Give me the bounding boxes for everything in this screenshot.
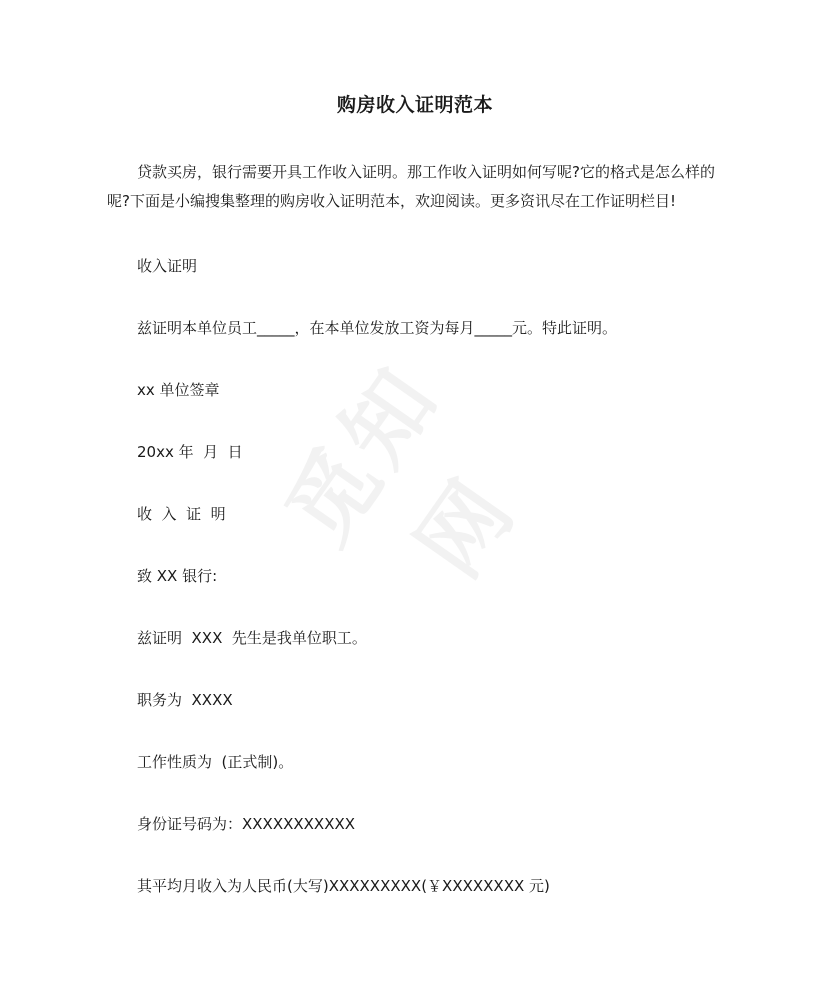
monthly-income-line: 其平均月收入为人民币(大写)XXXXXXXXX(￥XXXXXXXX 元) bbox=[137, 877, 550, 895]
watermark: 觅知网 bbox=[266, 345, 537, 595]
position-line: 职务为 XXXX bbox=[137, 691, 233, 709]
salary-statement: 兹证明本单位员工_____，在本单位发放工资为每月_____元。特此证明。 bbox=[137, 319, 618, 337]
job-nature-line: 工作性质为 (正式制)。 bbox=[137, 753, 294, 771]
date-line: 20xx 年 月 日 bbox=[137, 443, 243, 461]
section-heading-income-proof-spaced: 收 入 证 明 bbox=[137, 505, 226, 523]
unit-seal: xx 单位签章 bbox=[137, 381, 220, 399]
intro-paragraph: 贷款买房，银行需要开具工作收入证明。那工作收入证明如何写呢?它的格式是怎么样的呢?下面是小编搜集整理的购房收入证明范本，欢迎阅读。更多资讯尽在工作证明栏目! bbox=[107, 163, 715, 210]
id-number-line: 身份证号码为：XXXXXXXXXXX bbox=[137, 815, 356, 833]
addressee-line: 致 XX 银行: bbox=[137, 567, 218, 585]
page-title: 购房收入证明范本 bbox=[336, 94, 493, 116]
employee-statement: 兹证明 XXX 先生是我单位职工。 bbox=[137, 629, 367, 647]
section-heading-income-proof: 收入证明 bbox=[137, 257, 198, 275]
